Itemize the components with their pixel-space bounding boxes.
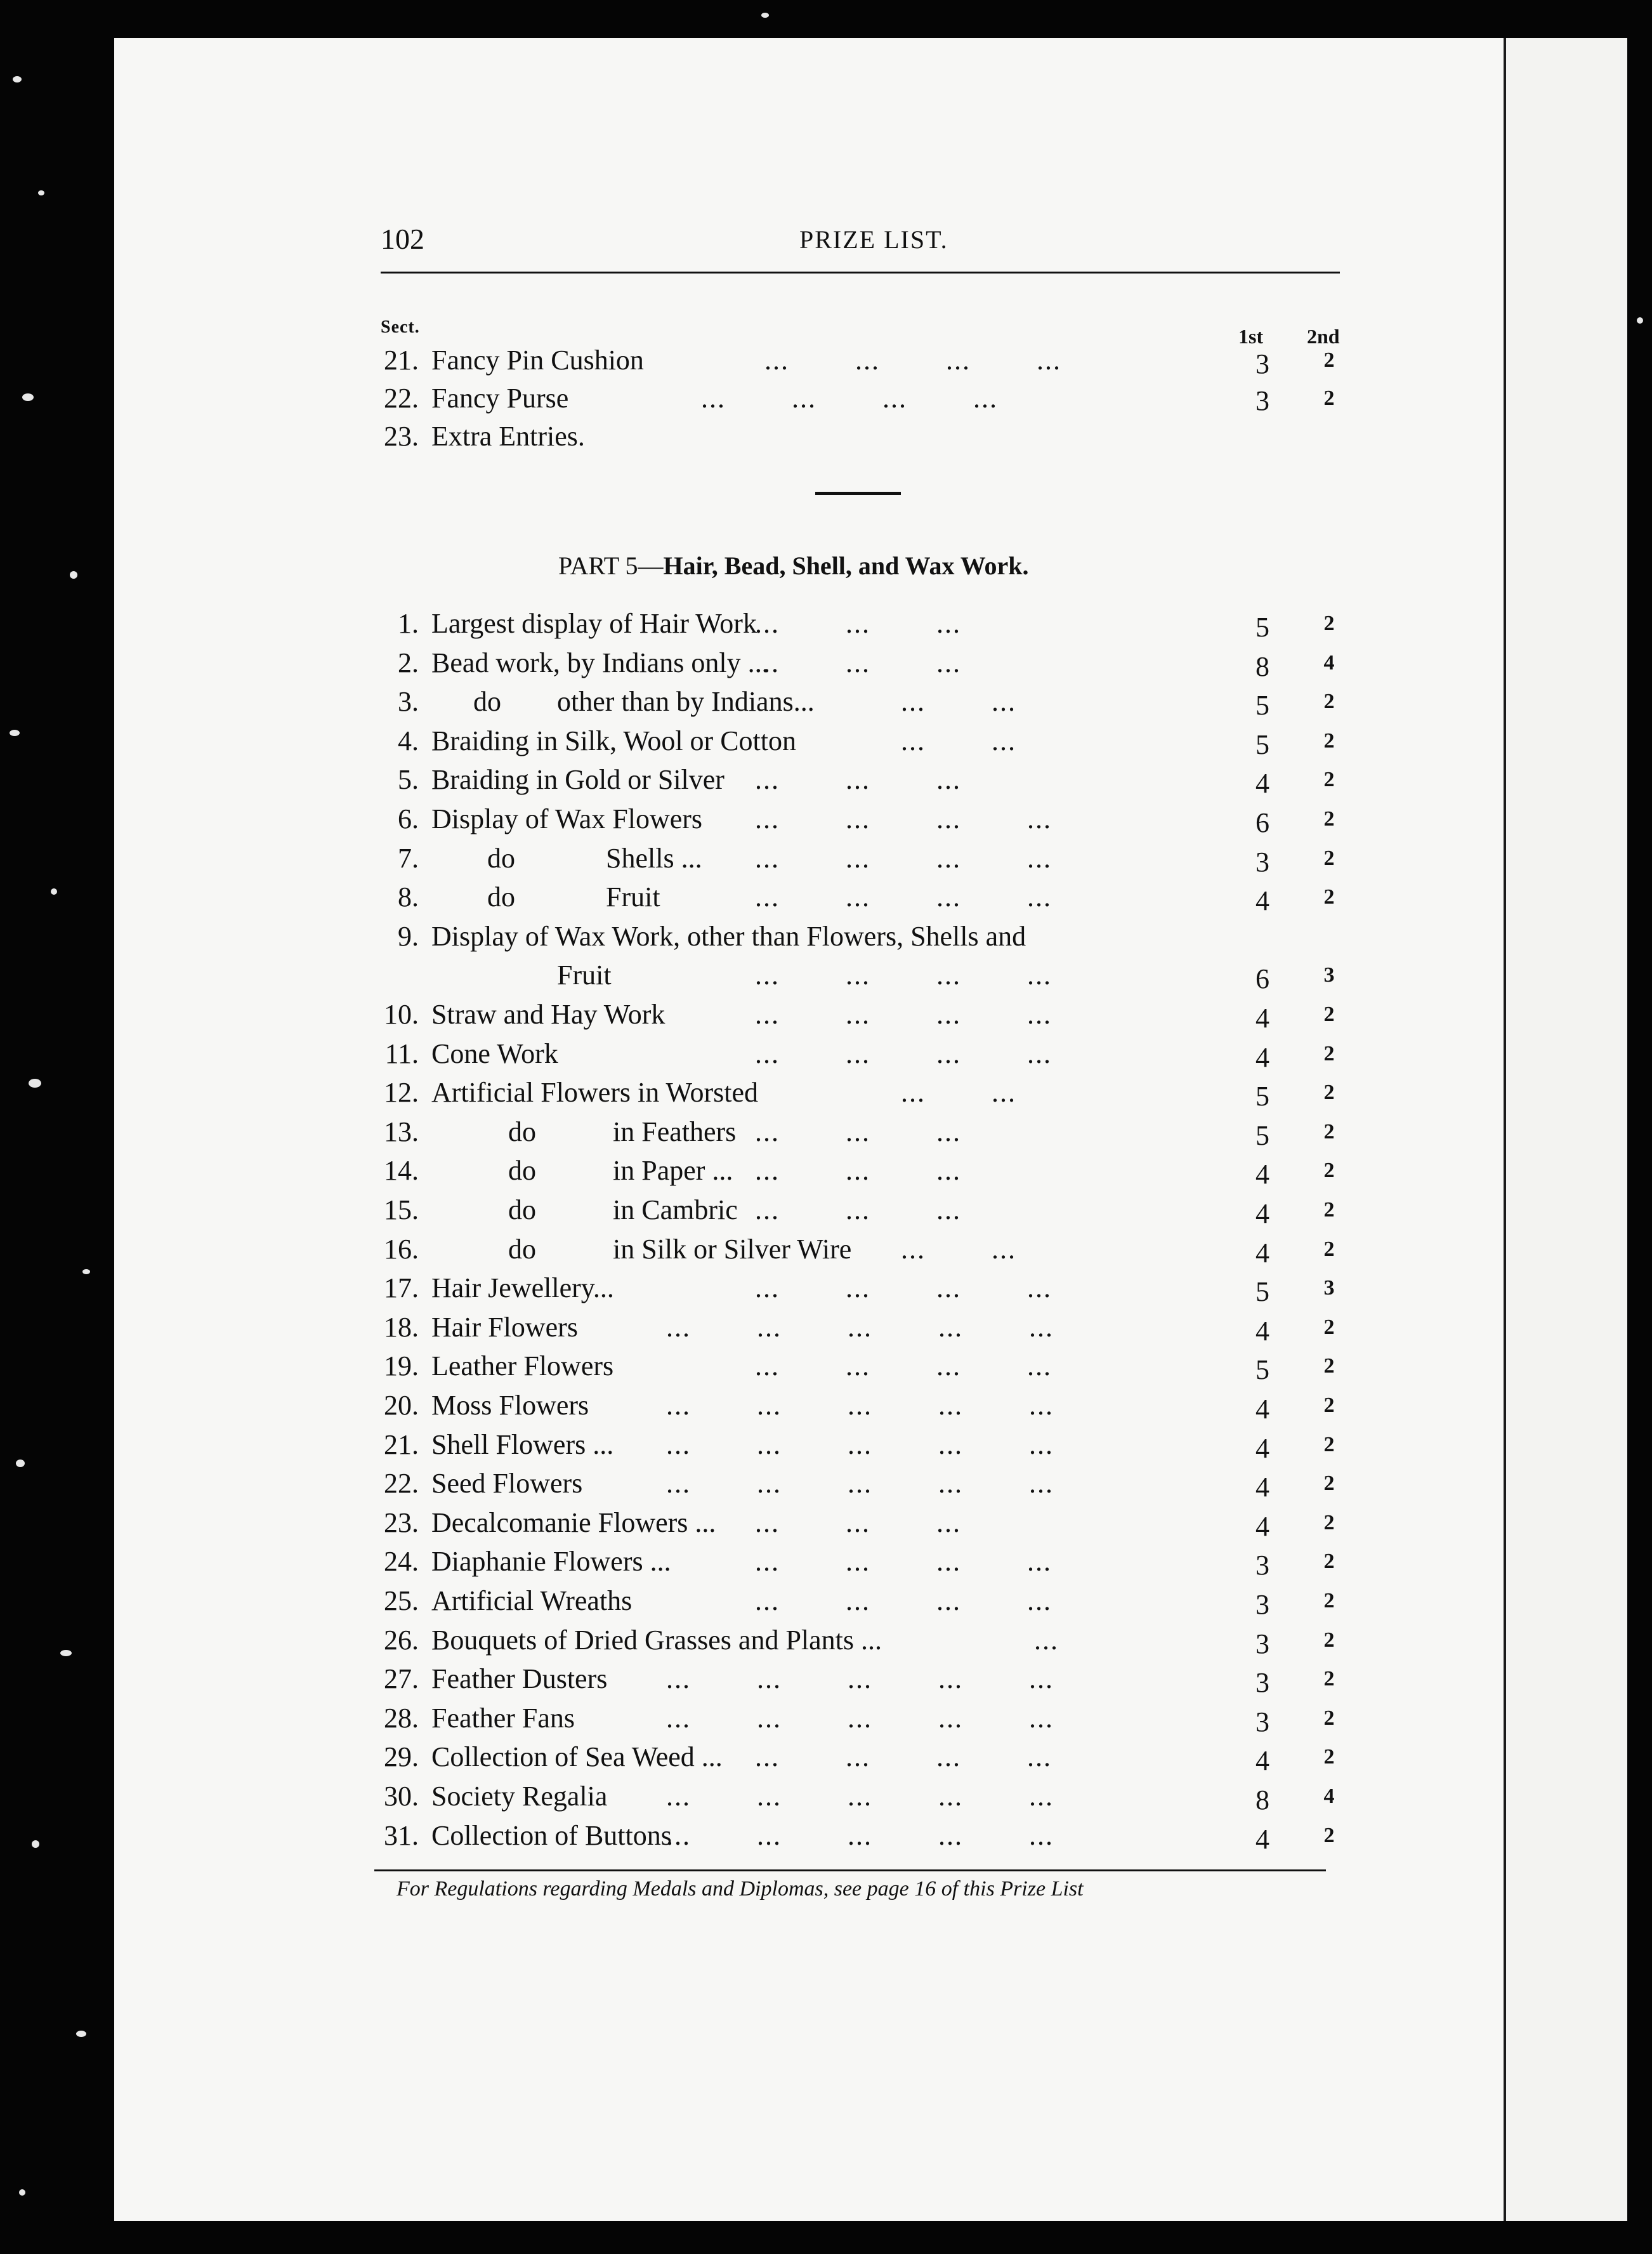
leader-dots: ... ... ... ... xyxy=(755,1546,1052,1578)
leader-dots: ... ... ... ... xyxy=(755,1585,1052,1616)
scan-noise-speck xyxy=(13,76,22,82)
entry-title: Collection of Sea Weed ... xyxy=(431,1741,723,1773)
leader-dots: ... ... xyxy=(901,1077,1016,1109)
second-prize-value: 2 xyxy=(1323,348,1335,372)
page-number: 102 xyxy=(381,223,424,255)
leader-dots: ... ... ... ... xyxy=(701,383,998,414)
list-item xyxy=(381,723,1345,759)
second-prize-value: 2 xyxy=(1323,1081,1335,1105)
entry-title: do in Cambric xyxy=(431,1194,738,1225)
leader-dots: ... ... ... ... xyxy=(755,999,1052,1030)
first-prize-value: 5 xyxy=(1255,1081,1269,1112)
entry-number: 22. xyxy=(384,1468,419,1499)
second-prize-column-label: 2nd xyxy=(1307,325,1340,348)
list-item xyxy=(381,343,1345,378)
entry-title: Society Regalia xyxy=(431,1781,608,1812)
list-item xyxy=(381,1348,1345,1384)
entry-title: Display of Wax Work, other than Flowers, Shells and xyxy=(431,920,1026,952)
second-prize-value: 2 xyxy=(1323,1472,1335,1496)
part-prefix: PART 5— xyxy=(558,551,664,580)
leader-dots: ... ... ... ... xyxy=(755,1038,1052,1069)
scan-noise-speck xyxy=(10,730,20,736)
list-item xyxy=(381,958,1345,993)
first-prize-value: 5 xyxy=(1255,1276,1269,1308)
list-item xyxy=(381,1427,1345,1463)
entry-title: do in Paper ... xyxy=(431,1155,733,1187)
list-item xyxy=(381,1583,1345,1619)
second-prize-value: 4 xyxy=(1323,650,1335,675)
second-prize-value: 2 xyxy=(1323,1394,1335,1417)
entry-title: Braiding in Gold or Silver xyxy=(431,764,724,796)
first-prize-value: 3 xyxy=(1255,1628,1269,1659)
second-prize-value: 2 xyxy=(1323,1354,1335,1378)
entry-title: Feather Dusters xyxy=(431,1663,608,1695)
first-prize-value: 5 xyxy=(1255,612,1269,643)
entry-title: Display of Wax Flowers xyxy=(431,803,703,834)
second-prize-value: 3 xyxy=(1323,963,1335,987)
first-prize-value: 3 xyxy=(1255,1706,1269,1737)
scan-noise-speck xyxy=(38,190,44,195)
scan-noise-speck xyxy=(19,2189,25,2196)
leader-dots: ... ... ... xyxy=(755,764,961,796)
scan-noise-speck xyxy=(32,1840,39,1848)
first-prize-value: 8 xyxy=(1255,1784,1269,1816)
second-prize-value: 3 xyxy=(1323,1276,1335,1300)
first-prize-value: 4 xyxy=(1255,1237,1269,1269)
entry-number: 31. xyxy=(384,1819,419,1851)
second-prize-value: 2 xyxy=(1323,728,1335,753)
list-item xyxy=(381,1036,1345,1072)
leader-dots: ... ... xyxy=(901,686,1016,718)
entry-number: 22. xyxy=(384,383,419,414)
entry-number: 1. xyxy=(398,608,419,639)
entry-title: Hair Flowers xyxy=(431,1311,578,1343)
entry-title: Fruit xyxy=(431,959,612,991)
second-prize-value: 2 xyxy=(1323,690,1335,714)
second-prize-value: 2 xyxy=(1323,1706,1335,1730)
entry-title: do other than by Indians... xyxy=(431,686,815,718)
entry-number: 23. xyxy=(384,421,419,452)
first-prize-value: 4 xyxy=(1255,1510,1269,1542)
list-item xyxy=(381,684,1345,720)
first-prize-value: 4 xyxy=(1255,1432,1269,1464)
list-item xyxy=(381,645,1345,681)
first-prize-value: 3 xyxy=(1255,385,1269,416)
list-item xyxy=(381,1818,1345,1854)
entry-number: 7. xyxy=(398,842,419,874)
entry-number: 8. xyxy=(398,881,419,913)
footnote: For Regulations regarding Medals and Diplomas, see page 16 of this Prize List xyxy=(397,1877,1084,1901)
first-prize-value: 8 xyxy=(1255,650,1269,682)
list-item xyxy=(381,1544,1345,1579)
entry-title: Cone Work xyxy=(431,1038,558,1069)
entry-number: 15. xyxy=(384,1194,419,1225)
entry-number: 9. xyxy=(398,920,419,952)
entry-number: 3. xyxy=(398,686,419,718)
second-prize-value: 2 xyxy=(1323,1589,1335,1612)
entry-title: Artificial Flowers in Worsted xyxy=(431,1077,759,1109)
list-item xyxy=(381,1739,1345,1775)
entry-title: Feather Fans xyxy=(431,1702,575,1734)
first-prize-value: 4 xyxy=(1255,1198,1269,1229)
list-item xyxy=(381,1270,1345,1306)
entry-title: Largest display of Hair Work xyxy=(431,608,757,639)
entry-title: Collection of Buttons xyxy=(431,1819,672,1851)
entry-number: 2. xyxy=(398,647,419,678)
list-item xyxy=(381,997,1345,1032)
second-prize-value: 2 xyxy=(1323,1823,1335,1847)
header-rule xyxy=(381,272,1340,274)
entry-title: Fancy Pin Cushion xyxy=(431,345,644,376)
entry-title: Shell Flowers ... xyxy=(431,1428,614,1460)
entry-number: 10. xyxy=(384,999,419,1030)
entry-number: 30. xyxy=(384,1781,419,1812)
list-item xyxy=(381,1466,1345,1501)
scan-noise-speck xyxy=(51,888,57,895)
part-heading xyxy=(558,551,1029,581)
entry-title: Artificial Wreaths xyxy=(431,1585,633,1616)
entry-title: Moss Flowers xyxy=(431,1390,589,1421)
leader-dots: ... ... xyxy=(901,1233,1016,1265)
second-prize-value: 2 xyxy=(1323,768,1335,792)
first-prize-value: 4 xyxy=(1255,885,1269,917)
leader-dots: ... ... ... xyxy=(755,1155,961,1187)
entry-title: Extra Entries. xyxy=(431,421,585,452)
scan-noise-speck xyxy=(22,393,34,401)
entry-number: 13. xyxy=(384,1116,419,1147)
entry-number: 11. xyxy=(384,1038,419,1069)
leader-dots: ... xyxy=(1034,1624,1059,1656)
first-prize-value: 4 xyxy=(1255,1041,1269,1073)
list-item xyxy=(381,1153,1345,1189)
first-prize-value: 4 xyxy=(1255,1003,1269,1034)
second-prize-value: 2 xyxy=(1323,1667,1335,1691)
first-prize-value: 4 xyxy=(1255,1159,1269,1190)
entry-number: 6. xyxy=(398,803,419,834)
list-item xyxy=(381,1661,1345,1697)
scan-noise-speck xyxy=(29,1079,41,1088)
leader-dots: ... ... ... xyxy=(755,647,961,678)
entry-number: 5. xyxy=(398,764,419,796)
second-prize-value: 2 xyxy=(1323,1745,1335,1769)
first-prize-value: 4 xyxy=(1255,1394,1269,1425)
entry-title: Bouquets of Dried Grasses and Plants ... xyxy=(431,1624,882,1656)
entry-number: 4. xyxy=(398,725,419,756)
second-prize-value: 2 xyxy=(1323,1237,1335,1261)
leader-dots: ... ... ... ... ... xyxy=(666,1311,1054,1343)
entry-number: 28. xyxy=(384,1702,419,1734)
entry-number: 27. xyxy=(384,1663,419,1695)
leader-dots: ... ... ... ... ... xyxy=(666,1702,1054,1734)
entry-title: do in Silk or Silver Wire xyxy=(431,1233,852,1265)
list-item xyxy=(381,1310,1345,1345)
list-item xyxy=(381,762,1345,798)
entry-title: Seed Flowers xyxy=(431,1468,583,1499)
first-prize-value: 3 xyxy=(1255,846,1269,878)
facing-page-edge xyxy=(1506,38,1627,2221)
leader-dots: ... ... xyxy=(901,725,1016,756)
entry-number: 18. xyxy=(384,1311,419,1343)
second-prize-value: 2 xyxy=(1323,846,1335,870)
second-prize-value: 2 xyxy=(1323,1628,1335,1652)
column-headings xyxy=(381,317,1345,348)
leader-dots: ... ... ... ... xyxy=(755,803,1052,834)
first-prize-value: 3 xyxy=(1255,1550,1269,1581)
first-prize-value: 6 xyxy=(1255,807,1269,838)
leader-dots: ... ... ... xyxy=(755,1506,961,1538)
footer-rule xyxy=(374,1869,1326,1871)
entry-title: Hair Jewellery... xyxy=(431,1272,614,1304)
scan-noise-speck xyxy=(16,1460,25,1467)
first-prize-column-label: 1st xyxy=(1238,325,1264,348)
leader-dots: ... ... ... ... ... xyxy=(666,1428,1054,1460)
list-item xyxy=(381,841,1345,876)
second-prize-value: 2 xyxy=(1323,1003,1335,1026)
scan-noise-speck xyxy=(60,1650,72,1656)
leader-dots: ... ... ... xyxy=(755,1194,961,1225)
second-prize-value: 2 xyxy=(1323,1315,1335,1339)
second-prize-value: 2 xyxy=(1323,1041,1335,1065)
list-item xyxy=(381,1779,1345,1814)
leader-dots: ... ... ... ... xyxy=(755,842,1052,874)
entry-title: Leather Flowers xyxy=(431,1350,614,1382)
entry-title: Braiding in Silk, Wool or Cotton xyxy=(431,725,797,756)
list-item xyxy=(381,1623,1345,1658)
running-title: PRIZE LIST. xyxy=(799,225,948,254)
entry-title: do Fruit xyxy=(431,881,660,913)
entry-title: Bead work, by Indians only ... xyxy=(431,647,769,678)
list-item xyxy=(381,1232,1345,1267)
second-prize-value: 2 xyxy=(1323,1198,1335,1222)
entry-title: Fancy Purse xyxy=(431,383,569,414)
section-divider xyxy=(815,492,901,495)
entry-number: 12. xyxy=(384,1077,419,1109)
first-prize-value: 3 xyxy=(1255,1589,1269,1620)
entry-number: 19. xyxy=(384,1350,419,1382)
entry-number: 25. xyxy=(384,1585,419,1616)
first-prize-value: 4 xyxy=(1255,1472,1269,1503)
sect-column-label: Sect. xyxy=(381,317,420,337)
entry-number: 24. xyxy=(384,1546,419,1578)
entry-number: 21. xyxy=(384,345,419,376)
scan-noise-speck xyxy=(1637,317,1643,324)
leader-dots: ... ... ... ... xyxy=(755,959,1052,991)
list-item xyxy=(381,801,1345,837)
second-prize-value: 2 xyxy=(1323,1510,1335,1534)
entry-number: 29. xyxy=(384,1741,419,1773)
second-prize-value: 2 xyxy=(1323,807,1335,831)
entry-number: 16. xyxy=(384,1233,419,1265)
first-prize-value: 4 xyxy=(1255,768,1269,800)
leader-dots: ... ... ... ... xyxy=(755,1272,1052,1304)
leader-dots: ... ... ... ... ... xyxy=(666,1781,1054,1812)
first-prize-value: 5 xyxy=(1255,690,1269,722)
list-item xyxy=(381,1192,1345,1228)
first-prize-value: 5 xyxy=(1255,728,1269,760)
list-item xyxy=(381,880,1345,915)
entry-number: 17. xyxy=(384,1272,419,1304)
entry-number: 23. xyxy=(384,1506,419,1538)
list-item xyxy=(381,606,1345,642)
second-prize-value: 2 xyxy=(1323,612,1335,635)
list-item xyxy=(381,1114,1345,1150)
leader-dots: ... ... ... ... ... xyxy=(666,1468,1054,1499)
second-prize-value: 2 xyxy=(1323,1159,1335,1183)
leader-dots: ... ... ... ... xyxy=(755,1350,1052,1382)
list-item xyxy=(381,1701,1345,1736)
entry-title: Decalcomanie Flowers ... xyxy=(431,1506,716,1538)
second-prize-value: 2 xyxy=(1323,1432,1335,1456)
entry-number: 14. xyxy=(384,1155,419,1187)
second-prize-value: 2 xyxy=(1323,885,1335,909)
leader-dots: ... ... ... ... xyxy=(764,345,1061,376)
entry-title: do in Feathers xyxy=(431,1116,737,1147)
first-prize-value: 3 xyxy=(1255,1667,1269,1699)
entry-number: 20. xyxy=(384,1390,419,1421)
second-prize-value: 2 xyxy=(1323,1550,1335,1574)
list-item xyxy=(381,1505,1345,1541)
scan-noise-speck xyxy=(761,13,769,18)
list-item xyxy=(381,919,1345,954)
second-prize-value: 2 xyxy=(1323,1119,1335,1143)
list-item xyxy=(381,381,1345,416)
leader-dots: ... ... ... ... ... xyxy=(666,1819,1054,1851)
first-prize-value: 4 xyxy=(1255,1823,1269,1855)
leader-dots: ... ... ... ... xyxy=(755,1741,1052,1773)
entry-number: 21. xyxy=(384,1428,419,1460)
first-prize-value: 4 xyxy=(1255,1745,1269,1777)
entry-title: do Shells ... xyxy=(431,842,702,874)
leader-dots: ... ... ... ... ... xyxy=(666,1663,1054,1695)
first-prize-value: 5 xyxy=(1255,1119,1269,1151)
entry-number: 26. xyxy=(384,1624,419,1656)
leader-dots: ... ... ... ... xyxy=(755,881,1052,913)
list-item xyxy=(381,1388,1345,1423)
scan-noise-speck xyxy=(82,1269,90,1274)
first-prize-value: 3 xyxy=(1255,348,1269,379)
leader-dots: ... ... ... xyxy=(755,608,961,639)
page-header xyxy=(381,216,1340,260)
first-prize-value: 5 xyxy=(1255,1354,1269,1386)
list-item xyxy=(381,419,1345,454)
leader-dots: ... ... ... ... ... xyxy=(666,1390,1054,1421)
scan-noise-speck xyxy=(70,571,77,579)
second-prize-value: 2 xyxy=(1323,386,1335,410)
first-prize-value: 4 xyxy=(1255,1315,1269,1347)
scan-noise-speck xyxy=(76,2031,86,2037)
entry-title: Straw and Hay Work xyxy=(431,999,665,1030)
entry-title: Diaphanie Flowers ... xyxy=(431,1546,671,1578)
leader-dots: ... ... ... xyxy=(755,1116,961,1147)
first-prize-value: 6 xyxy=(1255,963,1269,995)
list-item xyxy=(381,1075,1345,1111)
second-prize-value: 4 xyxy=(1323,1784,1335,1808)
part-title: Hair, Bead, Shell, and Wax Work. xyxy=(663,551,1029,580)
